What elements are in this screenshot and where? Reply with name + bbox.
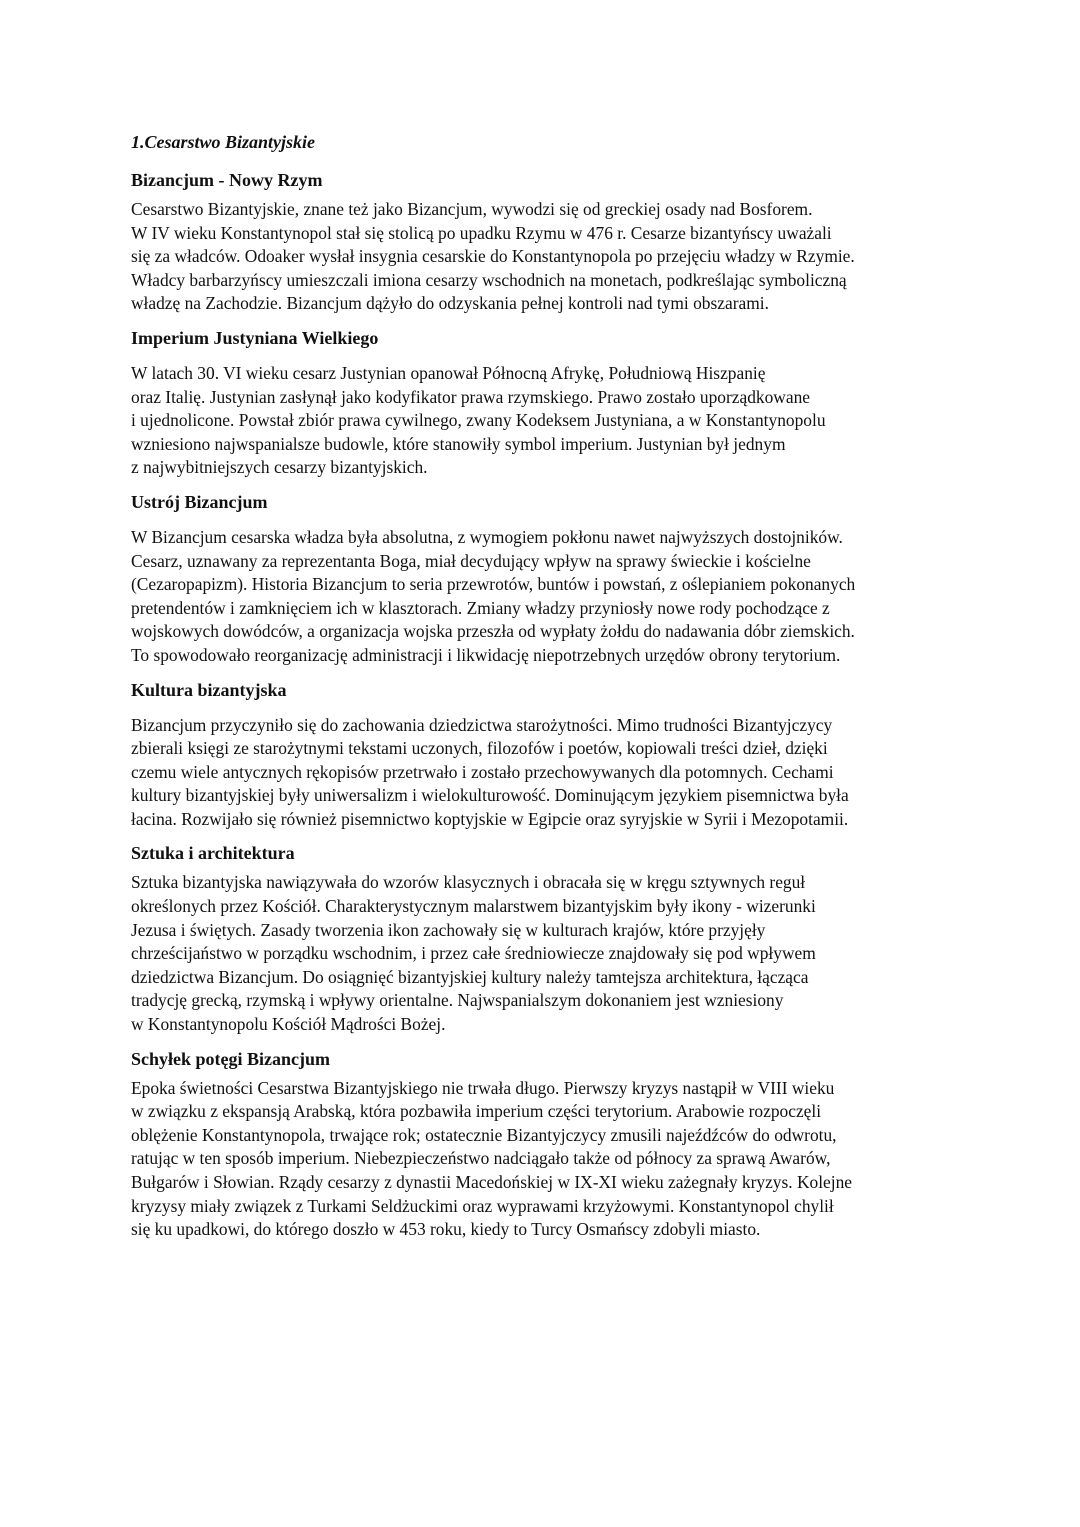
text-line: się za władców. Odoaker wysłał insygnia cesarskie do Konstantynopola po przejęciu władzy w Rzymie. [131,246,855,267]
section-paragraph [131,526,931,668]
section-heading: Imperium Justyniana Wielkiego [131,327,379,348]
text-line: Cesarstwo Bizantyjskie, znane też jako Bizancjum, wywodzi się od greckiej osady nad Bosforem. [131,199,813,219]
text-line: kultury bizantyjskiej były uniwersalizm i wielokulturowość. Dominującym językiem pisemnictwa była [131,785,849,806]
text-line: kryzysy miały związek z Turkami Seldżuckimi oraz wyprawami krzyżowymi. Konstantynopol chylił [131,1195,834,1216]
text-line: oblężenie Konstantynopola, trwające rok; ostatecznie Bizantyjczycy zmusili najeźdźców do odwrotu, [131,1124,837,1145]
section [131,168,931,316]
text-line: Władcy barbarzyńscy umieszczali imiona cesarzy wschodnich na monetach, podkreślając symboliczną [131,269,847,290]
section-heading: Schyłek potęgi Bizancjum [131,1048,331,1069]
text-line: władzę na Zachodzie. Bizancjum dążyło do odzyskania pełnej kontroli nad tymi obszarami. [131,293,769,314]
text-line: Cesarz, uznawany za reprezentanta Boga, miał decydujący wpływ na sprawy świeckie i kościelne [131,550,811,571]
section-paragraph [131,1077,931,1242]
text-line: Jezusa i świętych. Zasady tworzenia ikon zachowały się w kulturach krajów, które przyjęły [131,919,766,940]
document-page [131,130,931,1252]
section-paragraph [131,714,931,832]
text-line: łacina. Rozwijało się również pisemnictwo koptyjskie w Egipcie oraz syryjskie w Syrii i Mezopotamii. [131,808,849,829]
text-line: określonych przez Kościół. Charakterystycznym malarstwem bizantyjskim były ikony - wizerunki [131,896,816,917]
text-line: Bułgarów i Słowian. Rządy cesarzy z dynastii Macedońskiej w IX-XI wieku zażegnały kryzys. Kolejne [131,1172,853,1192]
text-line: się ku upadkowi, do którego doszło w 453 roku, kiedy to Turcy Osmańscy zdobyli miasto. [131,1219,761,1240]
text-line: wojskowych dowódców, a organizacja wojska przeszła od wypłaty żołdu do nadawania dóbr ziemskich. [131,621,855,642]
section-paragraph [131,362,931,480]
text-line: zbierali księgi ze starożytnymi tekstami uczonych, filozofów i poetów, kopiowali treści dzieł, dzięki [131,738,828,759]
section-paragraph [131,871,931,1036]
text-line: W latach 30. VI wieku cesarz Justynian opanował Północną Afrykę, Południową Hiszpanię [131,362,766,383]
text-line: Sztuka bizantyjska nawiązywała do wzorów klasycznych i obracała się w kręgu sztywnych reguł [131,872,806,893]
text-line: wzniesiono najwspanialsze budowle, które stanowiły symbol imperium. Justynian był jednym [131,433,786,454]
text-line: chrześcijaństwo w porządku wschodnim, i przez całe średniowiecze znajdowały się pod wpływem [131,943,816,964]
section-heading: Bizancjum - Nowy Rzym [131,170,323,190]
text-line: i ujednolicone. Powstał zbiór prawa cywilnego, zwany Kodeksem Justyniana, a w Konstantynopolu [131,410,826,431]
text-line: W Bizancjum cesarska władza była absolutna, z wymogiem pokłonu nawet najwyższych dostojników. [131,526,843,547]
text-line: W IV wieku Konstantynopol stał się stolicą po upadku Rzymu w 476 r. Cesarze bizantyńscy uważali [131,222,832,243]
section [131,841,931,1036]
text-line: dziedzictwa Bizancjum. Do osiągnięć bizantyjskiej kultury należy tamtejsza architektura, łącząca [131,966,809,987]
text-line: w związku z ekspansją Arabską, która pozbawiła imperium części terytorium. Arabowie rozpoczęli [131,1101,822,1122]
text-line: ratując w ten sposób imperium. Niebezpieczeństwo nadciągało także od północy za sprawą Awarów, [131,1148,831,1169]
section-paragraph [131,198,931,316]
section-heading: Ustrój Bizancjum [131,491,268,512]
text-line: oraz Italię. Justynian zasłynął jako kodyfikator prawa rzymskiego. Prawo zostało uporządkowane [131,386,810,407]
section [131,1047,931,1242]
section [131,678,931,832]
text-line: Epoka świetności Cesarstwa Bizantyjskiego nie trwała długo. Pierwszy kryzys nastąpił w VIII wieku [131,1077,835,1098]
section [131,326,931,480]
section-heading: Kultura bizantyjska [131,679,287,700]
text-line: w Konstantynopolu Kościół Mądrości Bożej. [131,1014,446,1035]
section-heading: Sztuka i architektura [131,843,295,864]
text-line: czemu wiele antycznych rękopisów przetrwało i zostało przechowywanych dla potomnych. Cechami [131,761,834,782]
section [131,490,931,668]
text-line: (Cezaropapizm). Historia Bizancjum to seria przewrotów, buntów i powstań, z oślepianiem pokonanych [131,574,856,595]
document-body [131,168,931,1242]
text-line: Bizancjum przyczyniło się do zachowania dziedzictwa starożytności. Mimo trudności Bizantyjczycy [131,714,833,735]
text-line: z najwybitniejszych cesarzy bizantyjskich. [131,457,428,478]
text-line: pretendentów i zamknięciem ich w klasztorach. Zmiany władzy przyniosły nowe rody pochodzące z [131,597,830,618]
document-title: 1.Cesarstwo Bizantyjskie [131,132,316,152]
text-line: To spowodowało reorganizację administracji i likwidację niepotrzebnych urzędów obrony terytorium. [131,644,841,665]
text-line: tradycję grecką, rzymską i wpływy orientalne. Najwspanialszym dokonaniem jest wzniesiony [131,990,784,1011]
